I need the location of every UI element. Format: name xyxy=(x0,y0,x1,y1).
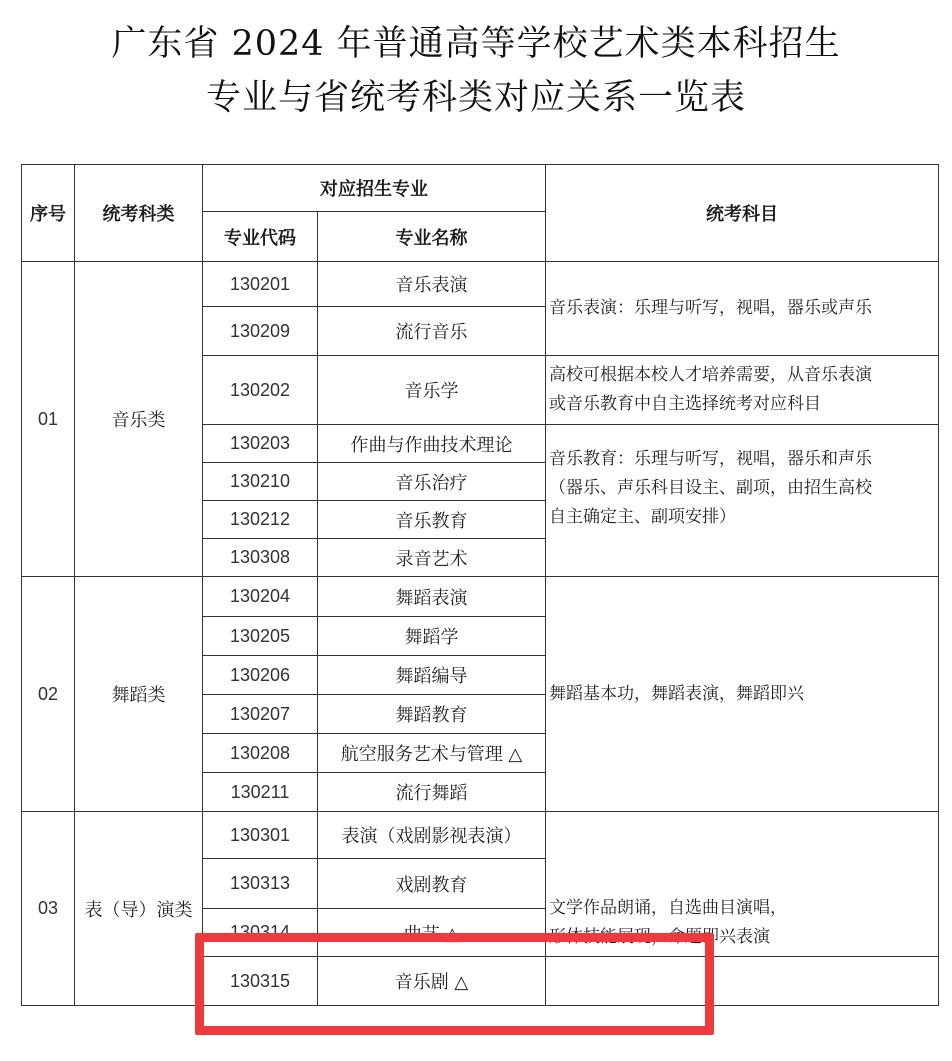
major-name: 流行音乐 xyxy=(318,307,546,356)
subjects-line: 自主确定主、副项安排） xyxy=(549,507,736,527)
major-code: 130313 xyxy=(203,859,318,909)
subjects-line: 高校可根据本校人才培养需要，从音乐表演 xyxy=(549,365,872,385)
document-title-line-2: 专业与省统考科类对应关系一览表 xyxy=(205,78,746,118)
major-code: 130210 xyxy=(203,463,318,501)
major-code: 130212 xyxy=(203,501,318,539)
subjects-line: 或音乐教育中自主选择统考对应科目 xyxy=(549,394,821,414)
major-name: 流行舞蹈 xyxy=(318,773,546,812)
major-name: 航空服务艺术与管理 △ xyxy=(318,734,546,773)
header-major-code: 专业代码 xyxy=(203,212,318,262)
major-code: 130205 xyxy=(203,617,318,656)
subjects-line: 音乐教育：乐理与听写，视唱，器乐和声乐 xyxy=(549,449,872,469)
subjects-cell xyxy=(546,812,939,957)
subjects-cell-empty xyxy=(546,957,939,1006)
major-code: 130315 xyxy=(203,957,318,1006)
subjects-line: （器乐、声乐科目设主、副项，由招生高校 xyxy=(549,478,872,498)
subjects-line: 文学作品朗诵，自选曲目演唱， xyxy=(549,898,787,918)
major-name: 舞蹈教育 xyxy=(318,695,546,734)
major-code: 130206 xyxy=(203,656,318,695)
major-name: 舞蹈编导 xyxy=(318,656,546,695)
header-seq: 序号 xyxy=(22,165,75,262)
header-major-name: 专业名称 xyxy=(318,212,546,262)
major-name: 录音艺术 xyxy=(318,539,546,577)
major-code: 130202 xyxy=(203,356,318,425)
major-name: 表演（戏剧影视表演） xyxy=(318,812,546,859)
group-seq: 03 xyxy=(22,812,75,1006)
table-row xyxy=(22,262,939,307)
major-code: 130308 xyxy=(203,539,318,577)
group-category: 舞蹈类 xyxy=(75,577,203,812)
group-seq: 01 xyxy=(22,262,75,577)
subjects-cell xyxy=(546,262,939,356)
subjects-cell xyxy=(546,356,939,425)
group-category: 音乐类 xyxy=(75,262,203,577)
major-name: 音乐学 xyxy=(318,356,546,425)
major-name: 作曲与作曲技术理论 xyxy=(318,425,546,463)
subjects-line: 音乐表演：乐理与听写，视唱，器乐或声乐 xyxy=(549,298,872,318)
major-code: 130204 xyxy=(203,577,318,617)
group-category: 表（导）演类 xyxy=(75,812,203,1006)
major-name: 音乐表演 xyxy=(318,262,546,307)
subjects-cell xyxy=(546,425,939,577)
header-category: 统考科类 xyxy=(75,165,203,262)
major-name: 音乐治疗 xyxy=(318,463,546,501)
major-code: 130208 xyxy=(203,734,318,773)
subjects-line: 舞蹈基本功，舞蹈表演，舞蹈即兴 xyxy=(549,683,804,704)
major-code: 130207 xyxy=(203,695,318,734)
major-name: 舞蹈表演 xyxy=(318,577,546,617)
major-name: 音乐剧 △ xyxy=(318,957,546,1006)
major-code: 130201 xyxy=(203,262,318,307)
header-subjects: 统考科目 xyxy=(546,165,939,262)
major-name: 音乐教育 xyxy=(318,501,546,539)
major-name: 戏剧教育 xyxy=(318,859,546,909)
major-name: 曲艺 △ xyxy=(318,909,546,957)
major-name: 舞蹈学 xyxy=(318,617,546,656)
major-code: 130211 xyxy=(203,773,318,812)
major-code: 130203 xyxy=(203,425,318,463)
group-seq: 02 xyxy=(22,577,75,812)
document-title-line-1: 广东省 2024 年普通高等学校艺术类本科招生 xyxy=(111,24,841,64)
table-row xyxy=(22,577,939,617)
table-row xyxy=(22,812,939,859)
major-code: 130314 xyxy=(203,909,318,957)
major-mapping-table xyxy=(21,164,939,1006)
subjects-cell xyxy=(546,577,939,812)
major-code: 130301 xyxy=(203,812,318,859)
major-code: 130209 xyxy=(203,307,318,356)
table-header-row xyxy=(22,165,939,212)
header-major-group: 对应招生专业 xyxy=(203,165,546,212)
subjects-line: 形体技能展现，命题即兴表演 xyxy=(549,927,770,947)
